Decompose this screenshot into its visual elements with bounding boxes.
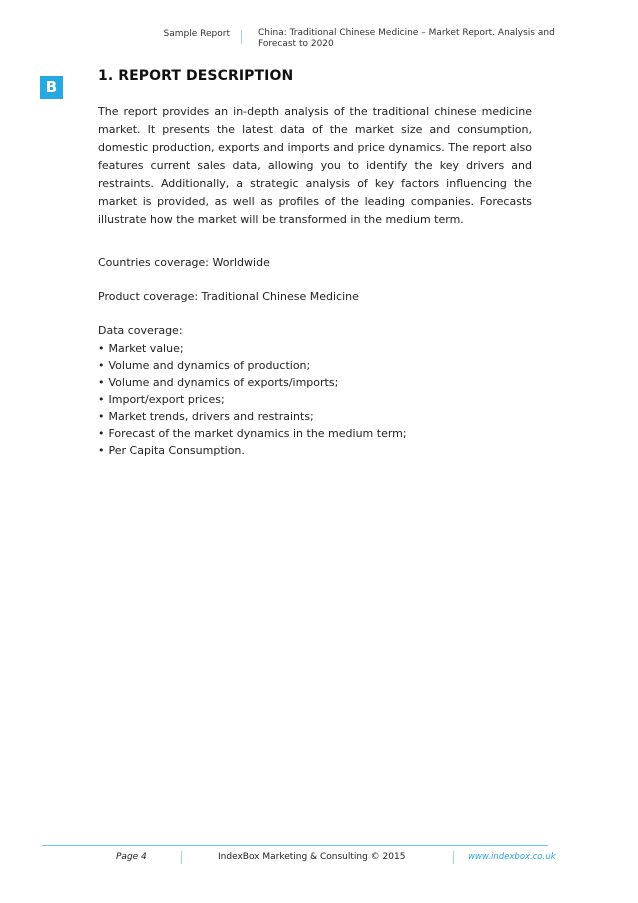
footer-separator (181, 851, 182, 864)
indexbox-logo: B (40, 76, 63, 99)
header-report-type: Sample Report (163, 29, 230, 39)
countries-coverage: Countries coverage: Worldwide (98, 256, 270, 269)
footer-separator (453, 851, 454, 864)
header-report-title (258, 28, 558, 50)
list-item: • Per Capita Consumption. (98, 442, 407, 459)
data-coverage-heading: Data coverage: (98, 324, 183, 337)
footer-rule (42, 845, 548, 846)
footer-copyright: IndexBox Marketing & Consulting © 2015 (218, 852, 406, 862)
section-title: 1. REPORT DESCRIPTION (98, 68, 294, 84)
report-description-paragraph: The report provides an in-depth analysis of the traditional chinese medicine market. It presents the latest data of the market size and consumption, domestic production, exports and imports and price dynamics. The report also features current sales data, allowing you to identify the key drivers and restraints. Additionally, a strategic analysis of key factors influencing the market is provided, as well as profiles of the leading companies. Forecasts illustrate how the market will be transformed in the medium term. (98, 105, 532, 226)
product-coverage: Product coverage: Traditional Chinese Medicine (98, 290, 359, 303)
page-number: Page 4 (116, 852, 147, 862)
list-item: • Volume and dynamics of exports/imports; (98, 374, 407, 391)
list-item: • Import/export prices; (98, 391, 407, 408)
header-separator (241, 30, 242, 44)
header-report-title-line-2: Forecast to 2020 (258, 39, 334, 49)
list-item: • Market value; (98, 340, 407, 357)
footer-website-link[interactable]: www.indexbox.co.uk (468, 852, 556, 862)
header-report-title-line-1: China: Traditional Chinese Medicine – Market Report. Analysis and (258, 28, 555, 38)
list-item: • Volume and dynamics of production; (98, 357, 407, 374)
data-coverage-list (98, 340, 407, 459)
list-item: • Market trends, drivers and restraints; (98, 408, 407, 425)
list-item: • Forecast of the market dynamics in the medium term; (98, 425, 407, 442)
